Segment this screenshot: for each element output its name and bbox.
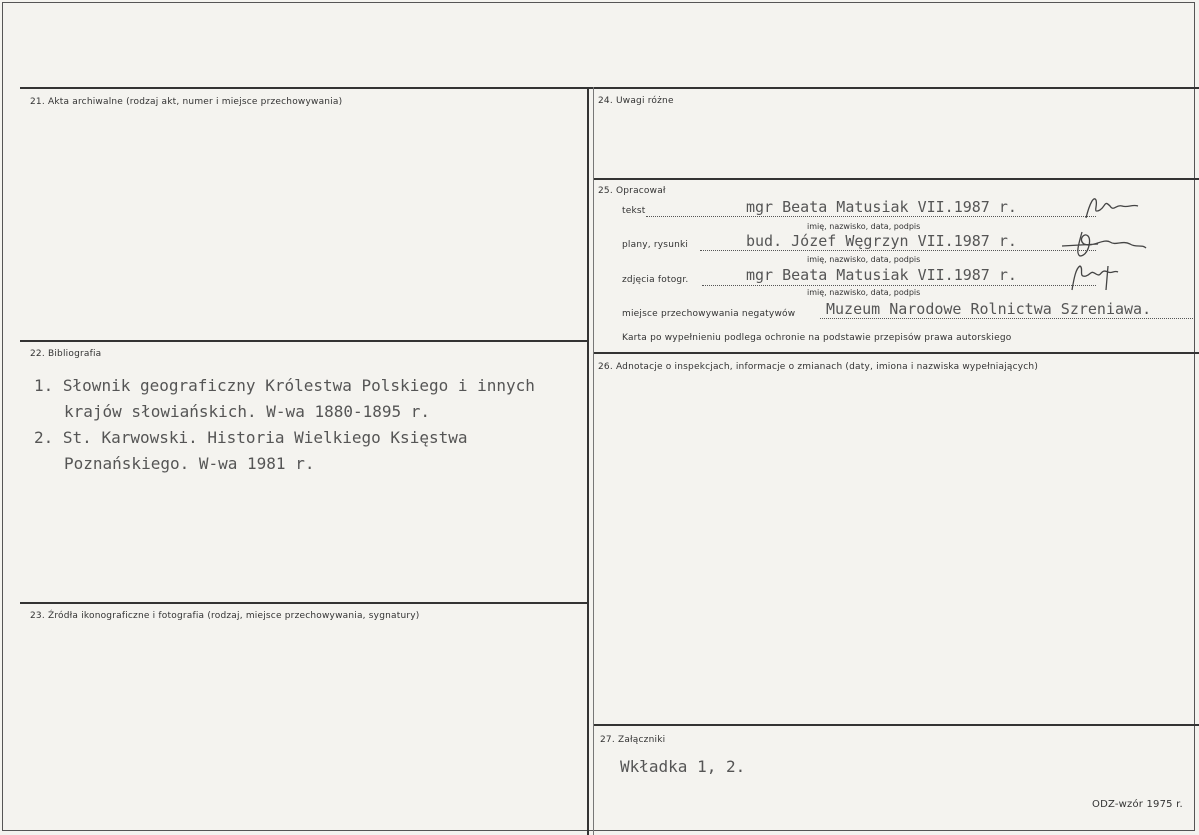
section-21-label: 21. Akta archiwalne (rodzaj akt, numer i miejsce przechowywania): [30, 97, 343, 107]
row-photos-caption: imię, nazwisko, data, podpis: [807, 288, 921, 297]
section-25-label: 25. Opracował: [598, 186, 666, 196]
row-drawings-value: bud. Józef Węgrzyn VII.1987 r.: [746, 232, 1017, 250]
row-photos-value: mgr Beata Matusiak VII.1987 r.: [746, 266, 1017, 284]
bibliography-list: [34, 373, 535, 477]
bibliography-item-2-num: 2.: [34, 428, 54, 447]
section-26-label: 26. Adnotacje o inspekcjach, informacje o zmianach (daty, imiona i nazwiska wypełniających): [598, 362, 1039, 372]
rule-21-22: [20, 340, 588, 342]
negatives-value: Muzeum Narodowe Rolnictwa Szreniawa.: [826, 300, 1152, 318]
bibliography-item-1-cont: [34, 399, 535, 425]
bibliography-item-1-line1: Słownik geograficzny Królestwa Polskiego i innych: [62, 376, 535, 395]
row-photos-line: [702, 285, 1096, 286]
attachments-value: Wkładka 1, 2.: [620, 757, 746, 776]
signature-1-icon: [1082, 192, 1142, 224]
row-text-value: mgr Beata Matusiak VII.1987 r.: [746, 198, 1017, 216]
bibliography-item-1-line2: krajów słowiańskich. W-wa 1880-1895 r.: [64, 402, 431, 421]
rule-26-27: [593, 724, 1199, 726]
row-drawings-caption: imię, nazwisko, data, podpis: [807, 255, 921, 264]
bibliography-item-1: [34, 373, 535, 399]
row-drawings-line: [700, 250, 1096, 251]
bibliography-item-2-line1: St. Karwowski. Historia Wielkiego Księstwa: [62, 428, 468, 447]
section-24-label: 24. Uwagi różne: [598, 96, 674, 106]
bibliography-item-2-cont: [34, 451, 535, 477]
section-23-label: 23. Źródła ikonograficzne i fotografia (rodzaj, miejsce przechowywania, sygnatury): [30, 611, 420, 621]
row-text-line: [646, 216, 1096, 217]
negatives-line: [820, 318, 1195, 319]
form-code: ODZ-wzór 1975 r.: [1092, 799, 1183, 810]
section-27-label: 27. Załączniki: [600, 735, 666, 745]
row-text-label: tekst: [622, 206, 646, 216]
row-text-caption: imię, nazwisko, data, podpis: [807, 222, 921, 231]
center-divider: [587, 87, 589, 835]
bibliography-item-2: [34, 425, 535, 451]
signature-2-icon: [1058, 226, 1150, 262]
row-drawings-label: plany, rysunki: [622, 240, 689, 250]
rule-24-25: [593, 178, 1199, 180]
top-rule: [20, 87, 1199, 89]
section-22-label: 22. Bibliografia: [30, 349, 102, 359]
rule-22-23: [20, 602, 588, 604]
rule-25-26: [593, 352, 1199, 354]
copyright-note: Karta po wypełnieniu podlega ochronie na podstawie przepisów prawa autorskiego: [622, 333, 1012, 343]
row-photos-label: zdjęcia fotogr.: [622, 275, 689, 285]
signature-3-icon: [1064, 260, 1124, 296]
bibliography-item-1-num: 1.: [34, 376, 54, 395]
negatives-label: miejsce przechowywania negatywów: [622, 309, 796, 319]
right-inner-divider: [593, 87, 594, 835]
bibliography-item-2-line2: Poznańskiego. W-wa 1981 r.: [64, 454, 315, 473]
